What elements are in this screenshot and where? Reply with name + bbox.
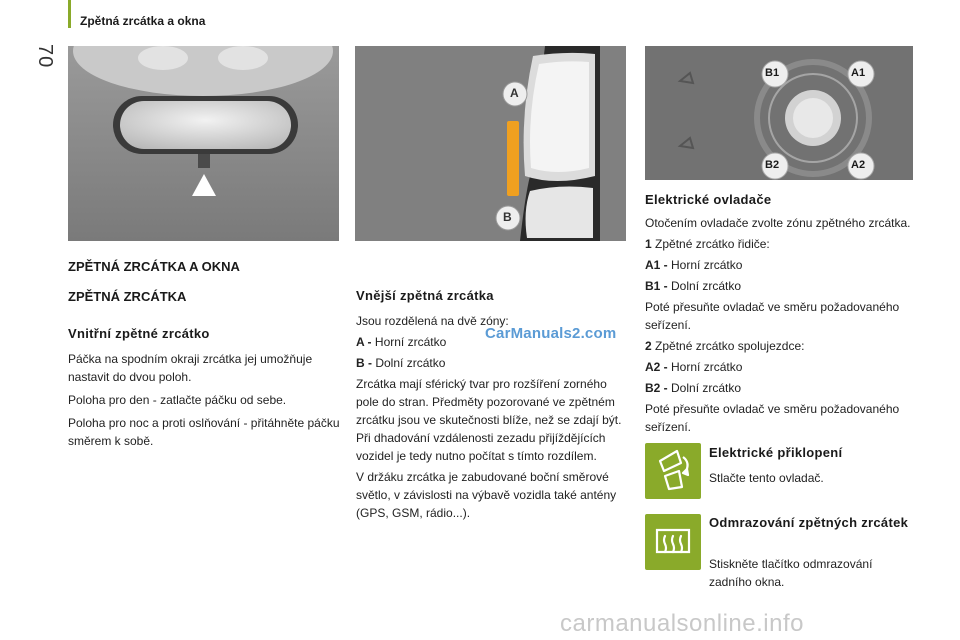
- watermark-carmanualsonline: carmanualsonline.info: [560, 610, 804, 637]
- driver-mirror-val: Zpětné zrcátko řidiče:: [655, 237, 770, 251]
- b1-line: [645, 277, 913, 295]
- b2-key: B2 -: [645, 381, 668, 395]
- control-label-a1: A1: [851, 67, 866, 79]
- inner-mirror-text: [68, 350, 342, 453]
- a1-val: Horní zrcátko: [671, 258, 743, 272]
- page-header-title: Zpětná zrcátka a okna: [80, 14, 206, 28]
- driver-mirror-key: 1: [645, 237, 652, 251]
- b1-val: Dolní zrcátko: [671, 279, 742, 293]
- a2-key: A2 -: [645, 360, 668, 374]
- defrost-heading: Odmrazování zpětných zrcátek: [709, 515, 909, 530]
- outer-mirror-text: [356, 312, 628, 522]
- outer-mirror-intro: Jsou rozdělená na dvě zóny:: [356, 314, 509, 328]
- adjust-text-1: Poté přesuňte ovladač ve směru požadovaného seřízení.: [645, 300, 900, 332]
- outer-mirror-b-key: B -: [356, 356, 372, 370]
- outer-mirror-b-line: [356, 354, 628, 372]
- control-label-a2: A2: [851, 159, 866, 171]
- electric-controls-text: [645, 214, 913, 436]
- inner-mirror-heading: Vnitřní zpětné zrcátko: [68, 326, 210, 341]
- b1-key: B1 -: [645, 279, 668, 293]
- inner-mirror-p2: Poloha pro den - zatlačte páčku od sebe.: [68, 393, 287, 407]
- electric-controls-heading: Elektrické ovladače: [645, 192, 772, 207]
- exterior-mirror-image: [355, 46, 626, 241]
- interior-mirror-image: [68, 46, 339, 241]
- electric-controls-intro: Otočením ovladače zvolte zónu zpětného zrcátka.: [645, 216, 911, 230]
- b2-val: Dolní zrcátko: [671, 381, 742, 395]
- defrost-text: Stiskněte tlačítko odmrazování zadního okna.: [709, 557, 873, 589]
- adjust-text-2: Poté přesuňte ovladač ve směru požadovaného seřízení.: [645, 402, 900, 434]
- passenger-mirror-key: 2: [645, 339, 652, 353]
- mirror-control-panel-image: [645, 46, 913, 180]
- inner-mirror-p1: Páčka na spodním okraji zrcátka jej umožňuje nastavit do dvou poloh.: [68, 352, 313, 384]
- passenger-mirror-line: [645, 337, 913, 355]
- page-number: 70: [34, 44, 56, 69]
- electric-fold-heading: Elektrické přiklopení: [709, 445, 843, 460]
- outer-mirror-p1: Zrcátka mají sférický tvar pro rozšíření zorného pole do stran. Předměty pozorované ve zpětném zrcátku jsou ve skutečnosti blíže, než se zdají být. Při dhadování vzdálenosti zezadu přijíždějících vozidel je tedy nutno počítat s tímto rozdílem.: [356, 377, 622, 463]
- mirror-label-a: A: [510, 86, 519, 100]
- control-label-b1: B1: [765, 67, 780, 79]
- inner-mirror-p3: Poloha pro noc a proti oslňování - přitáhněte páčku směrem k sobě.: [68, 416, 340, 448]
- outer-mirror-b-val: Dolní zrcátko: [375, 356, 446, 370]
- a2-val: Horní zrcátko: [671, 360, 743, 374]
- driver-mirror-line: [645, 235, 913, 253]
- rear-defrost-icon: [645, 514, 701, 570]
- a1-key: A1 -: [645, 258, 668, 272]
- a2-line: [645, 358, 913, 376]
- a1-line: [645, 256, 913, 274]
- outer-mirror-a-key: A -: [356, 335, 372, 349]
- header-accent-bar: [68, 0, 71, 28]
- chapter-title: ZPĚTNÁ ZRCÁTKA A OKNA: [68, 259, 240, 274]
- passenger-mirror-val: Zpětné zrcátko spolujezdce:: [655, 339, 805, 353]
- mirror-fold-icon: [645, 443, 701, 499]
- b2-line: [645, 379, 913, 397]
- section-title: ZPĚTNÁ ZRCÁTKA: [68, 289, 187, 304]
- watermark-carmanuals2: CarManuals2.com: [485, 325, 617, 342]
- outer-mirror-a-val: Horní zrcátko: [374, 335, 447, 349]
- control-label-b2: B2: [765, 159, 780, 171]
- mirror-label-b: B: [503, 210, 512, 224]
- electric-fold-text: Stlačte tento ovladač.: [709, 471, 824, 485]
- outer-mirror-p2: V držáku zrcátka je zabudované boční směrové světlo, v závislosti na výbavě vozidla také antény (GPS, GSM, rádio...).: [356, 470, 617, 520]
- outer-mirror-heading: Vnější zpětná zrcátka: [356, 288, 494, 303]
